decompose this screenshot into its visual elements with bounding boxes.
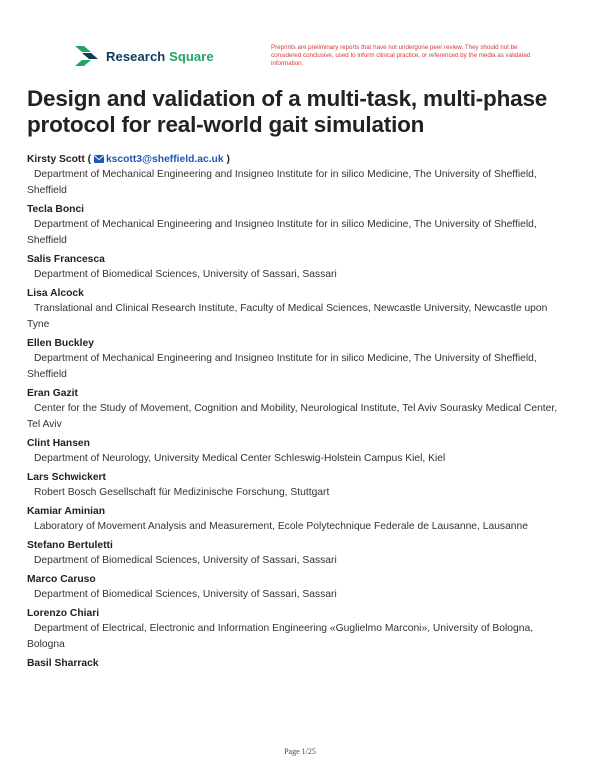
author-name: Stefano Bertuletti [27, 540, 113, 551]
logo-word-square: Square [169, 48, 214, 64]
header [75, 44, 535, 76]
author-affiliation: Department of Mechanical Engineering and Insigneo Institute for in silico Medicine, The University of Sheffield, Sheffield [27, 219, 537, 246]
author-name-line [27, 387, 572, 401]
author-name: Tecla Bonci [27, 204, 85, 215]
author-entry [27, 607, 572, 653]
author-affiliation: Center for the Study of Movement, Cognition and Mobility, Neurological Institute, Tel Aviv Sourasky Medical Center, Tel Aviv [27, 403, 558, 430]
research-square-logo-icon [75, 46, 99, 66]
author-name-line [27, 203, 572, 217]
author-entry [27, 287, 572, 333]
author-name-line [27, 253, 572, 267]
author-name-line [27, 607, 572, 621]
author-email-link[interactable] [94, 154, 224, 165]
author-name-line [27, 505, 572, 519]
author-entry [27, 437, 572, 467]
author-name: Basil Sharrack [27, 658, 99, 669]
author-name-line [27, 337, 572, 351]
author-name-line: Kirsty Scott ( kscott3@sheffield.ac.uk ) [27, 154, 230, 165]
preprint-notice: Preprints are preliminary reports that have not undergone peer review. They should not be considered conclusive, used to inform clinical practice, or referenced by the media as validated information. [271, 44, 531, 67]
author-affiliation: Department of Biomedical Sciences, University of Sassari, Sassari [34, 555, 337, 566]
author-name: Lars Schwickert [27, 472, 106, 483]
paper-title: Design and validation of a multi-task, multi-phase protocol for real-world gait simulation [27, 86, 548, 137]
author-name: Kirsty Scott [27, 154, 85, 165]
author-entry [27, 203, 572, 249]
author-email: kscott3@sheffield.ac.uk [105, 154, 224, 165]
author-name: Kamiar Aminian [27, 506, 106, 517]
author-name: Clint Hansen [27, 438, 90, 449]
author-list [27, 153, 572, 675]
author-affiliation: Department of Mechanical Engineering and Insigneo Institute for in silico Medicine, The University of Sheffield, Sheffield [27, 169, 537, 196]
author-entry [27, 539, 572, 569]
author-name-line [27, 573, 572, 587]
author-affiliation: Department of Neurology, University Medical Center Schleswig-Holstein Campus Kiel, Kiel [34, 453, 446, 464]
author-name: Eran Gazit [27, 388, 78, 399]
logo-word-research: Research [106, 48, 166, 64]
author-name-line [27, 657, 572, 671]
research-square-logo[interactable] [75, 46, 214, 66]
author-affiliation: Department of Biomedical Sciences, University of Sassari, Sassari [34, 589, 337, 600]
author-affiliation: Robert Bosch Gesellschaft für Medizinische Forschung, Stuttgart [34, 487, 330, 498]
page-number: Page 1/25 [284, 747, 316, 756]
author-name-line [27, 287, 572, 301]
author-name: Lorenzo Chiari [27, 608, 100, 619]
author-entry [27, 573, 572, 603]
author-name: Marco Caruso [27, 574, 96, 585]
author-entry [27, 657, 572, 671]
author-name: Salis Francesca [27, 254, 105, 265]
author-entry [27, 253, 572, 283]
author-entry [27, 337, 572, 383]
author-entry [27, 387, 572, 433]
author-name: Lisa Alcock [27, 288, 84, 299]
author-affiliation: Department of Electrical, Electronic and Information Engineering «Guglielmo Marconi», University of Bologna, Bologna [27, 623, 534, 650]
author-affiliation: Department of Biomedical Sciences, University of Sassari, Sassari [34, 269, 337, 280]
author-entry [27, 471, 572, 501]
author-affiliation: Translational and Clinical Research Institute, Faculty of Medical Sciences, Newcastle University, Newcastle upon Tyne [27, 303, 548, 330]
author-name-line [27, 539, 572, 553]
author-name-line [27, 437, 572, 451]
mail-icon [94, 155, 104, 163]
author-entry [27, 505, 572, 535]
author-name-line [27, 471, 572, 485]
author-affiliation: Laboratory of Movement Analysis and Measurement, Ecole Polytechnique Federale de Lausanne, Lausanne [34, 521, 528, 532]
logo-text [106, 49, 214, 64]
author-affiliation: Department of Mechanical Engineering and Insigneo Institute for in silico Medicine, The University of Sheffield, Sheffield [27, 353, 537, 380]
author-name: Ellen Buckley [27, 338, 94, 349]
author-entry [27, 153, 572, 199]
